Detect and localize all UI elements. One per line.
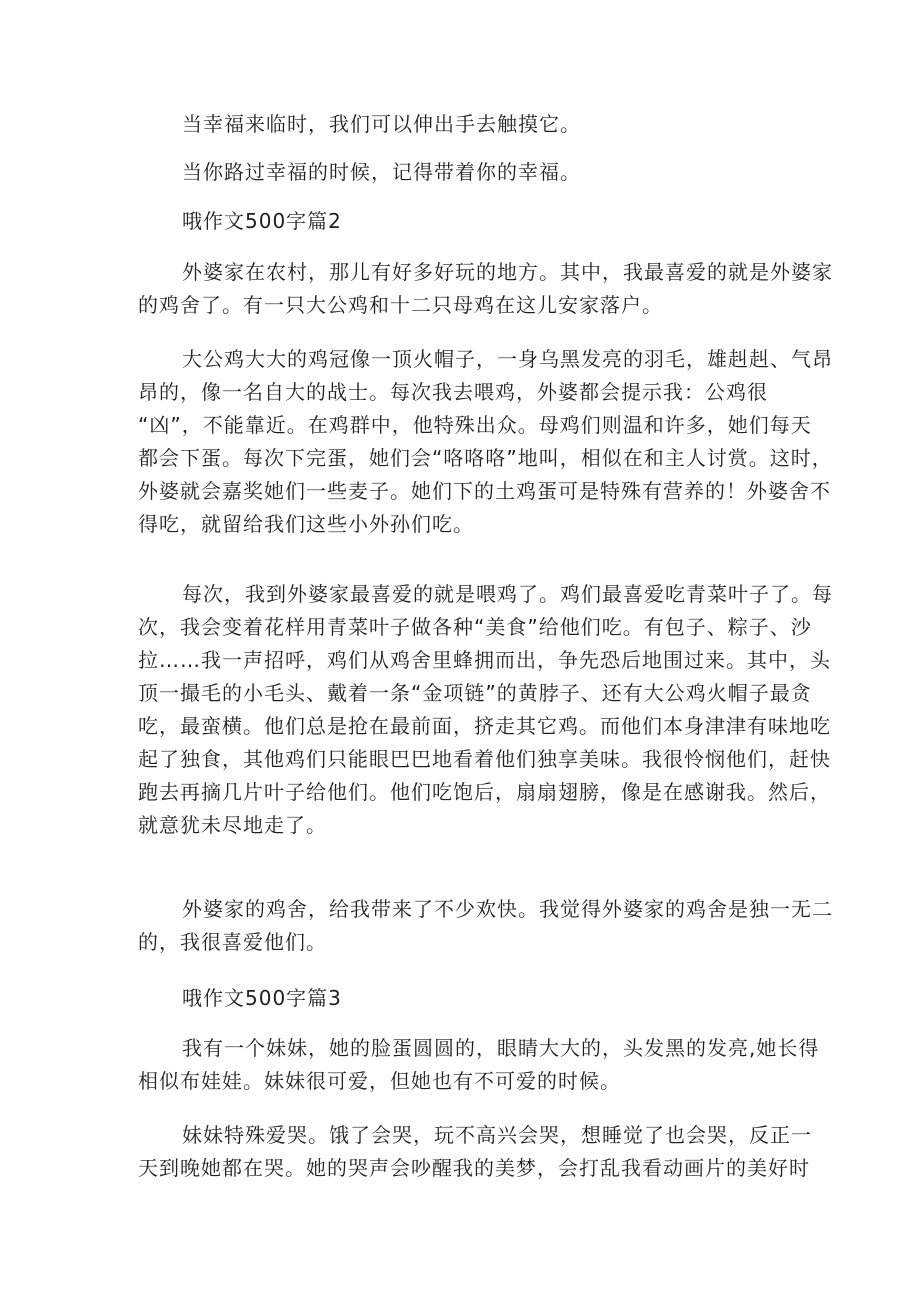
text-line: 外婆家在农村，那儿有好多好玩的地方。其中，我最喜爱的就是外婆家 — [182, 260, 833, 284]
text-line: 每次，我到外婆家最喜爱的就是喂鸡了。鸡们最喜爱吃青菜叶子了。每 — [182, 582, 833, 606]
text-line: 就意犹未尽地走了。 — [138, 813, 327, 837]
paragraph-5 — [138, 578, 833, 842]
paragraph-6 — [138, 893, 833, 959]
text-line: 起了独食，其他鸡们只能眼巴巴地看着他们独享美味。我很怜悯他们，赶快 — [138, 747, 831, 771]
paragraph-2 — [182, 156, 581, 189]
text-line: 当你路过幸福的时候，记得带着你的幸福。 — [182, 160, 581, 184]
text-line: 外婆家的鸡舍，给我带来了不少欢快。我觉得外婆家的鸡舍是独一无二 — [182, 897, 833, 921]
text-line: 得吃，就留给我们这些小外孙们吃。 — [138, 512, 474, 536]
section-heading-2 — [182, 205, 342, 238]
text-line: 跑去再摘几片叶子给他们。他们吃饱后，扇扇翅膀，像是在感谢我。然后， — [138, 780, 831, 804]
text-line: 都会下蛋。每次下完蛋，她们会“咯咯咯”地叫，相似在和主人讨赏。这时， — [138, 446, 833, 470]
text-line: 大公鸡大大的鸡冠像一顶火帽子，一身乌黑发亮的羽毛，雄赳赳、气昂 — [182, 347, 833, 371]
heading-text: 哦作文500字篇3 — [182, 986, 342, 1010]
text-line: 昂的，像一名自大的战士。每次我去喂鸡，外婆都会提示我：公鸡很 — [138, 380, 768, 404]
text-line: 拉……我一声招呼，鸡们从鸡舍里蜂拥而出，争先恐后地围过来。其中，头 — [138, 648, 831, 672]
text-line: 外婆就会嘉奖她们一些麦子。她们下的土鸡蛋可是特殊有营养的！外婆舍不 — [138, 479, 831, 503]
text-line: 相似布娃娃。妹妹很可爱，但她也有不可爱的时候。 — [138, 1069, 621, 1093]
paragraph-1 — [182, 108, 581, 141]
text-line: 吃，最蛮横。他们总是抢在最前面，挤走其它鸡。而他们本身津津有味地吃 — [138, 714, 831, 738]
text-line: “凶”，不能靠近。在鸡群中，他特殊出众。母鸡们则温和许多，她们每天 — [138, 413, 812, 437]
text-line: 顶一撮毛的小毛头、戴着一条“金项链”的黄脖子、还有大公鸡火帽子最贪 — [138, 681, 812, 705]
section-heading-3 — [182, 982, 342, 1015]
text-line: 的鸡舍了。有一只大公鸡和十二只母鸡在这儿安家落户。 — [138, 293, 663, 317]
text-line: 当幸福来临时，我们可以伸出手去触摸它。 — [182, 112, 581, 136]
text-line: 妹妹特殊爱哭。饿了会哭，玩不高兴会哭，想睡觉了也会哭，反正一 — [182, 1123, 812, 1147]
paragraph-8 — [138, 1119, 812, 1185]
text-line: 的，我很喜爱他们。 — [138, 930, 327, 954]
paragraph-4 — [138, 343, 833, 541]
text-line: 天到晚她都在哭。她的哭声会吵醒我的美梦，会打乱我看动画片的美好时 — [138, 1156, 810, 1180]
text-line: 我有一个妹妹，她的脸蛋圆圆的，眼睛大大的，头发黑的发亮,她长得 — [182, 1036, 820, 1060]
paragraph-7 — [138, 1032, 819, 1098]
text-line: 次，我会变着花样用青菜叶子做各种“美食”给他们吃。有包子、粽子、沙 — [138, 615, 812, 639]
heading-text: 哦作文500字篇2 — [182, 209, 342, 233]
paragraph-3 — [138, 256, 833, 322]
